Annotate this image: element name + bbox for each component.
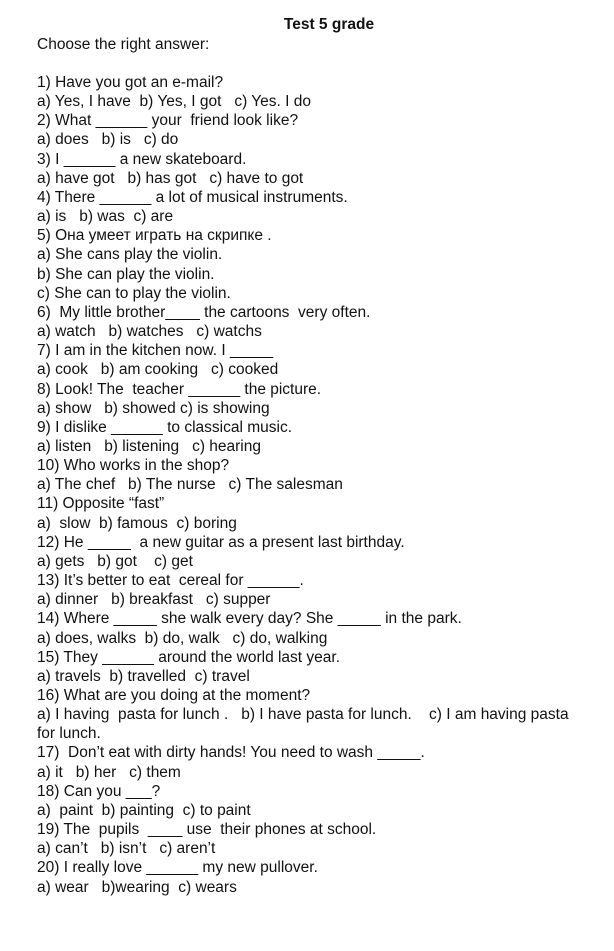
question-line: 5) Она умеет играть на скрипке . (37, 227, 272, 245)
question-line: 16) What are you doing at the moment? (37, 687, 311, 704)
answer-options-line: a) The chef b) The nurse c) The salesman (37, 476, 343, 494)
answer-options-line: a) can’t b) isn’t c) aren’t (37, 840, 216, 858)
question-line: 12) He _____ a new guitar as a present last birthday. (37, 533, 405, 551)
answer-options-line: a) paint b) painting c) to paint (37, 801, 251, 819)
answer-options-line: a) cook b) am cooking c) cooked (37, 361, 279, 379)
question-line: 20) I really love ______ my new pullover. (37, 859, 318, 877)
question-line: 4) There ______ a lot of musical instruments. (37, 188, 348, 206)
answer-options-line: a) I having pasta for lunch . b) I have pasta for lunch. c) I am having pasta (37, 706, 569, 724)
answer-options-line: a) show b) showed c) is showing (37, 399, 270, 417)
answer-options-line: a) does b) is c) do (37, 131, 179, 149)
answer-options-line: a) Yes, I have b) Yes, I got c) Yes. I do (37, 93, 312, 111)
question-line: 1) Have you got an e-mail? (37, 74, 224, 91)
answer-options-line: a) have got b) has got c) have to got (37, 169, 304, 187)
question-line: 10) Who works in the shop? (37, 457, 230, 475)
answer-options-line: a) She cans play the violin. (37, 246, 223, 264)
answer-options-line: a) watch b) watches c) watchs (37, 323, 262, 341)
answer-options-line: a) is b) was c) are (37, 208, 174, 226)
question-line: 8) Look! The teacher ______ the picture. (37, 380, 322, 398)
answer-options-line: a) does, walks b) do, walk c) do, walking (37, 629, 328, 647)
answer-options-line: b) She can play the violin. (37, 265, 215, 283)
answer-options-line: a) slow b) famous c) boring (37, 514, 237, 532)
answer-options-line: a) listen b) listening c) hearing (37, 437, 261, 455)
question-line: 15) They ______ around the world last year. (37, 648, 341, 666)
question-line: 6) My little brother____ the cartoons very often. (37, 303, 371, 321)
question-line: 3) I ______ a new skateboard. (37, 150, 247, 168)
answer-options-line: a) it b) her c) them (37, 763, 181, 781)
answer-options-line: for lunch. (37, 725, 101, 743)
question-line: 11) Opposite “fast” (37, 495, 165, 513)
question-list (37, 73, 609, 897)
answer-options-line: a) gets b) got c) get (37, 552, 193, 570)
instruction-text: Choose the right answer: (37, 36, 210, 53)
answer-options-line: a) wear b)wearing c) wears (37, 878, 237, 896)
question-line: 13) It’s better to eat cereal for ______. (37, 572, 304, 590)
question-line: 9) I dislike ______ to classical music. (37, 418, 293, 436)
answer-options-line: a) dinner b) breakfast c) supper (37, 591, 271, 609)
question-line: 17) Don’t eat with dirty hands! You need to wash _____. (37, 744, 425, 762)
answer-options-line: a) travels b) travelled c) travel (37, 667, 250, 685)
question-line: 2) What ______ your friend look like? (37, 112, 299, 130)
question-line: 7) I am in the kitchen now. I _____ (37, 342, 274, 360)
question-line: 18) Can you ___? (37, 782, 161, 800)
answer-options-line: c) She can to play the violin. (37, 284, 231, 302)
question-line: 19) The pupils ____ use their phones at school. (37, 821, 377, 839)
page-title: Test 5 grade (283, 16, 375, 33)
question-line: 14) Where _____ she walk every day? She _____ in the park. (37, 610, 462, 628)
